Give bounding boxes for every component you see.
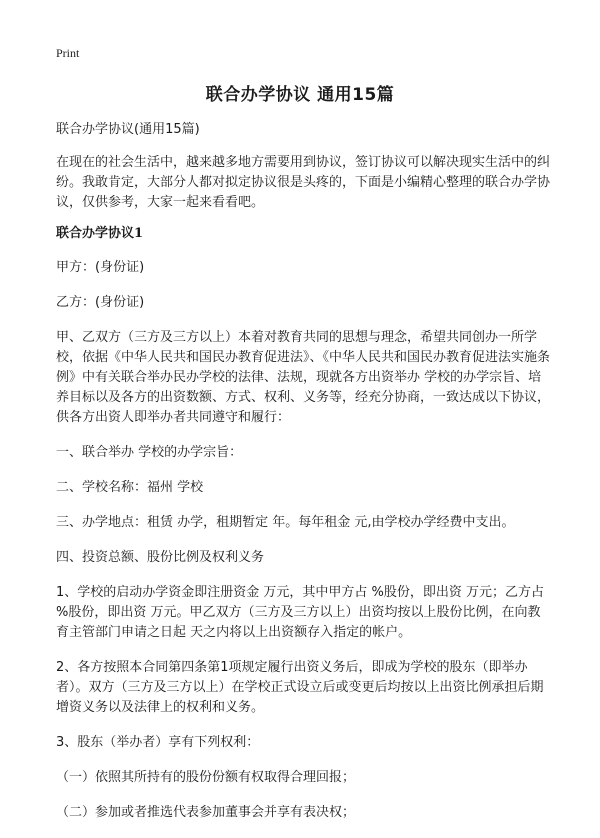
party-a: 甲方：(身份证): [56, 260, 145, 275]
article-3: 3、股东（举办者）享有下列权利：: [56, 735, 260, 750]
clause-3: 三、办学地点：租赁 办学，租期暂定 年。每年租金 元,由学校办学经费中支出。: [56, 515, 515, 530]
document-body: [56, 120, 552, 838]
intro-paragraph: 在现在的社会生活中，越来越多地方需要用到协议，签订协议可以解决现实生活中的纠纷。我敢肯定，大部分人都对拟定协议很是头疼的，下面是小编精心整理的联合办学协议，仅供参考，大家一起来看看吧。: [56, 155, 551, 210]
article-1: 1、学校的启动办学资金即注册资金 万元，其中甲方占 %股份，即出资 万元；乙方占 %股份，即出资 万元。甲乙双方（三方及三方以上）出资均按以上股份比例，在向教育主管部门申请之日起 天之内将以上出资额存入指定的帐户。: [56, 585, 545, 640]
party-b: 乙方：(身份证): [56, 295, 145, 310]
clause-1: 一、联合举办 学校的办学宗旨：: [56, 445, 243, 460]
section-heading: 联合办学协议1: [56, 226, 144, 241]
right-1: （一）依照其所持有的股份份额有权取得合理回报；: [56, 770, 356, 785]
clause-2: 二、学校名称：福州 学校: [56, 480, 204, 495]
article-2: 2、各方按照本合同第四条第1项规定履行出资义务后，即成为学校的股东（即举办者）。双方（三方及三方以上）在学校正式设立后或变更后均按以上出资比例承担后期增资义务以及法律上的权利和义务。: [56, 660, 544, 715]
document-subtitle: 联合办学协议(通用15篇): [56, 122, 200, 137]
page-title: 联合办学协议 通用15篇: [205, 85, 395, 105]
clause-4: 四、投资总额、股份比例及权利义务: [56, 550, 265, 565]
preamble-paragraph: 甲、乙双方（三方及三方以上）本着对教育共同的思想与理念，希望共同创办一所学校，依据《中华人民共和国民办教育促进法》、《中华人民共和国民办教育促进法实施条例》中有关联合举办民办学校的法律、法规，现就各方出资举办 学校的办学宗旨、培养目标以及各方的出资数额、方式、权利、义务等，经充分协商，一致达成以下协议，供各方出资人即举办者共同遵守和履行：: [56, 330, 551, 425]
print-label[interactable]: Print: [56, 46, 80, 60]
right-2: （二）参加或者推选代表参加董事会并享有表决权；: [56, 805, 356, 820]
